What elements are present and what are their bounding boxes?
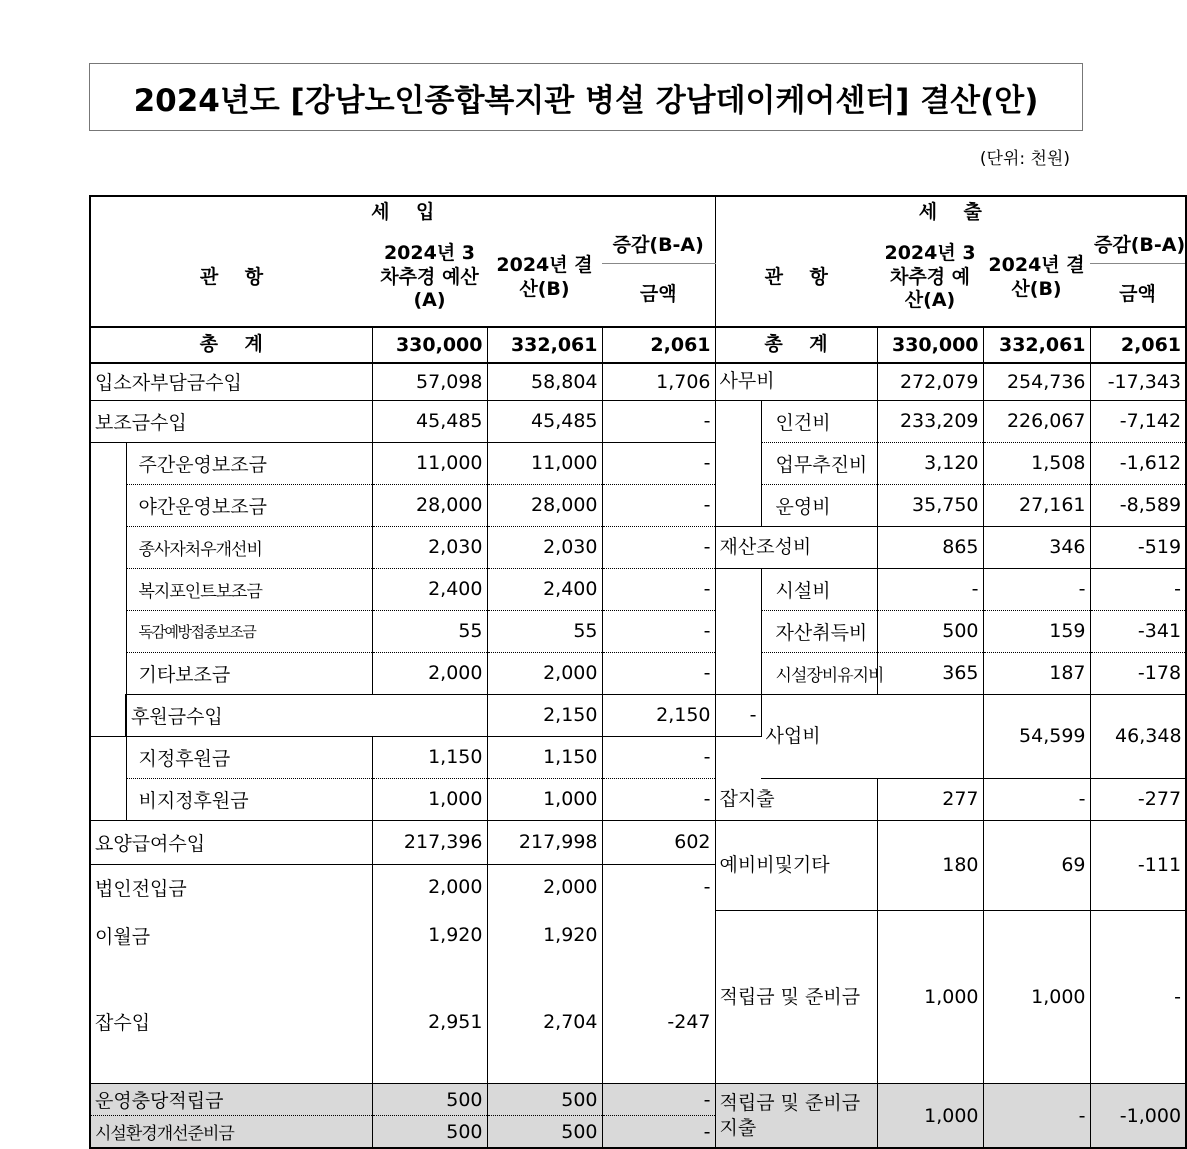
revenue-budget: 2,000 bbox=[372, 652, 487, 694]
revenue-settle: 500 bbox=[487, 1084, 602, 1116]
expense-budget: 865 bbox=[877, 526, 983, 568]
expense-subitem-label: 시설비 bbox=[761, 568, 877, 610]
revenue-settle: 500 bbox=[487, 1116, 602, 1148]
title-box bbox=[89, 63, 1083, 131]
expense-subitem-label: 업무추진비 bbox=[761, 442, 877, 484]
revenue-item-label: 운영충당적립금 bbox=[90, 1084, 372, 1116]
table-row bbox=[90, 778, 1186, 820]
revenue-item-label: 보조금수입 bbox=[90, 400, 372, 442]
total-value: 330,000 bbox=[877, 327, 983, 363]
table-row bbox=[90, 400, 1186, 442]
col-settle-header: 2024년 결산(B) bbox=[496, 253, 593, 300]
revenue-settle: 2,150 bbox=[602, 694, 715, 736]
col-item-header: 관 항 bbox=[764, 265, 828, 288]
expense-item-label: 적립금 및 준비금 지출 bbox=[715, 1084, 877, 1148]
revenue-budget: 1,000 bbox=[372, 778, 487, 820]
table-row bbox=[90, 694, 1186, 736]
revenue-budget: 500 bbox=[372, 1084, 487, 1116]
expense-diff: -178 bbox=[1090, 652, 1186, 694]
expense-item-label: 적립금 및 준비금 bbox=[715, 910, 877, 1084]
revenue-subitem-label: 비지정후원금 bbox=[126, 778, 372, 820]
revenue-subitem-label: 독감예방접종보조금 bbox=[126, 610, 372, 652]
expense-settle: - bbox=[983, 568, 1090, 610]
expense-diff: -111 bbox=[1090, 820, 1186, 910]
expense-settle: - bbox=[983, 778, 1090, 820]
expense-subitem-label: 운영비 bbox=[761, 484, 877, 526]
expense-budget: 277 bbox=[877, 778, 983, 820]
expense-budget: 35,750 bbox=[877, 484, 983, 526]
total-value: 332,061 bbox=[983, 327, 1090, 363]
expense-budget: 272,079 bbox=[877, 363, 983, 400]
expense-settle: 27,161 bbox=[983, 484, 1090, 526]
expense-item-label: 사업비 bbox=[761, 694, 983, 778]
unit-label: (단위: 천원) bbox=[979, 149, 1070, 169]
expense-budget: 1,000 bbox=[877, 910, 983, 1084]
revenue-item-label: 입소자부담금수입 bbox=[90, 363, 372, 400]
revenue-diff: - bbox=[602, 610, 715, 652]
expense-subitem-label: 자산취득비 bbox=[761, 610, 877, 652]
total-value: 330,000 bbox=[372, 327, 487, 363]
table-row bbox=[90, 568, 1186, 610]
revenue-settle: 28,000 bbox=[487, 484, 602, 526]
revenue-settle: 2,000 bbox=[487, 652, 602, 694]
expense-settle: 226,067 bbox=[983, 400, 1090, 442]
revenue-budget: 2,030 bbox=[372, 526, 487, 568]
expense-budget: 1,000 bbox=[877, 1084, 983, 1148]
expense-budget: 180 bbox=[877, 820, 983, 910]
expense-diff: -277 bbox=[1090, 778, 1186, 820]
revenue-settle: 11,000 bbox=[487, 442, 602, 484]
total-value: 2,061 bbox=[1090, 327, 1186, 363]
revenue-subitem-label: 야간운영보조금 bbox=[126, 484, 372, 526]
table-row bbox=[90, 820, 1186, 864]
expense-item-label: 사무비 bbox=[715, 363, 877, 400]
revenue-item-label: 법인전입금 bbox=[90, 864, 372, 910]
revenue-subitem-label: 주간운영보조금 bbox=[126, 442, 372, 484]
revenue-diff: - bbox=[602, 1084, 715, 1116]
revenue-settle: 2,704 bbox=[487, 960, 602, 1084]
revenue-diff: - bbox=[602, 778, 715, 820]
revenue-subitem-label: 복지포인트보조금 bbox=[126, 568, 372, 610]
indent-cell bbox=[90, 736, 126, 820]
revenue-settle: 1,150 bbox=[487, 736, 602, 778]
col-item-header: 관 항 bbox=[90, 229, 372, 327]
expense-header: 세 출 bbox=[715, 196, 1186, 229]
revenue-item-label: 이월금 bbox=[90, 910, 372, 960]
revenue-subitem-label: 기타보조금 bbox=[126, 652, 372, 694]
indent-cell bbox=[715, 400, 761, 526]
revenue-item-label: 시설환경개선준비금 bbox=[90, 1116, 372, 1148]
expense-settle: 46,348 bbox=[1090, 694, 1186, 778]
revenue-diff: 602 bbox=[602, 820, 715, 864]
budget-table bbox=[89, 195, 1187, 1149]
total-value: 332,061 bbox=[487, 327, 602, 363]
revenue-budget: 1,150 bbox=[372, 736, 487, 778]
table-row bbox=[90, 229, 1186, 263]
revenue-budget: 11,000 bbox=[372, 442, 487, 484]
expense-settle: 346 bbox=[983, 526, 1090, 568]
revenue-diff: - bbox=[602, 736, 715, 778]
expense-diff: -7,142 bbox=[1090, 400, 1186, 442]
col-budget-header: 2024년 3차추경 예산(A) bbox=[884, 241, 976, 312]
expense-diff: - bbox=[1090, 568, 1186, 610]
table-row bbox=[90, 526, 1186, 568]
table-row bbox=[90, 652, 1186, 694]
revenue-diff: - bbox=[602, 1116, 715, 1148]
table-row bbox=[90, 910, 1186, 960]
col-budget-header: 2024년 3차추경 예산(A) bbox=[380, 241, 479, 312]
revenue-settle: 2,400 bbox=[487, 568, 602, 610]
revenue-budget: 217,396 bbox=[372, 820, 487, 864]
revenue-budget: 2,000 bbox=[372, 864, 487, 910]
revenue-settle: 2,000 bbox=[487, 864, 602, 910]
expense-diff: -341 bbox=[1090, 610, 1186, 652]
expense-settle: 159 bbox=[983, 610, 1090, 652]
indent-cell bbox=[715, 568, 761, 694]
indent-cell bbox=[90, 442, 126, 736]
col-settle-header: 2024년 결산(B) bbox=[988, 253, 1085, 300]
revenue-budget: 57,098 bbox=[372, 363, 487, 400]
expense-settle: - bbox=[983, 1084, 1090, 1148]
expense-budget: 54,599 bbox=[983, 694, 1090, 778]
expense-diff: -8,589 bbox=[1090, 484, 1186, 526]
revenue-diff: 1,706 bbox=[602, 363, 715, 400]
revenue-item-label: 잡수입 bbox=[90, 960, 372, 1084]
col-diff-header: 증감(B-A) bbox=[1090, 229, 1186, 263]
expense-diff: -1,000 bbox=[1090, 1084, 1186, 1148]
expense-diff: -519 bbox=[1090, 526, 1186, 568]
table-row bbox=[90, 1084, 1186, 1116]
table-row bbox=[90, 442, 1186, 484]
table-row bbox=[90, 196, 1186, 229]
revenue-diff: - bbox=[602, 526, 715, 568]
expense-budget: - bbox=[877, 568, 983, 610]
table-row bbox=[90, 363, 1186, 400]
revenue-diff: - bbox=[602, 864, 715, 910]
revenue-diff: - bbox=[602, 442, 715, 484]
expense-settle: 1,508 bbox=[983, 442, 1090, 484]
revenue-settle: 55 bbox=[487, 610, 602, 652]
col-amount-header: 금액 bbox=[602, 263, 715, 327]
expense-budget: 500 bbox=[877, 610, 983, 652]
revenue-settle: 1,000 bbox=[487, 778, 602, 820]
revenue-diff: - bbox=[602, 568, 715, 610]
expense-diff: - bbox=[1090, 910, 1186, 1084]
col-diff-header: 증감(B-A) bbox=[602, 229, 715, 263]
revenue-budget: 45,485 bbox=[372, 400, 487, 442]
col-amount-header: 금액 bbox=[1090, 263, 1186, 327]
revenue-settle: 45,485 bbox=[487, 400, 602, 442]
expense-item-label: 재산조성비 bbox=[715, 526, 877, 568]
expense-settle: 69 bbox=[983, 820, 1090, 910]
expense-settle: 1,000 bbox=[983, 910, 1090, 1084]
expense-item-label: 예비비및기타 bbox=[715, 820, 877, 910]
revenue-budget: 2,150 bbox=[487, 694, 602, 736]
revenue-settle: 2,030 bbox=[487, 526, 602, 568]
revenue-diff: - bbox=[602, 652, 715, 694]
expense-diff: -17,343 bbox=[1090, 363, 1186, 400]
total-label: 총 계 bbox=[715, 327, 877, 363]
revenue-subitem-label: 종사자처우개선비 bbox=[126, 526, 372, 568]
expense-subitem-label: 시설장비유지비 bbox=[761, 652, 877, 694]
revenue-diff: -247 bbox=[602, 960, 715, 1084]
revenue-diff: - bbox=[715, 694, 761, 736]
revenue-budget: 28,000 bbox=[372, 484, 487, 526]
expense-budget: 365 bbox=[877, 652, 983, 694]
expense-budget: 233,209 bbox=[877, 400, 983, 442]
revenue-budget: 1,920 bbox=[372, 910, 487, 960]
revenue-subitem-label: 지정후원금 bbox=[126, 736, 372, 778]
expense-subitem-label: 인건비 bbox=[761, 400, 877, 442]
page-title: 2024년도 [강남노인종합복지관 병설 강남데이케어센터] 결산(안) bbox=[133, 82, 1039, 119]
table-row bbox=[90, 327, 1186, 363]
revenue-diff: - bbox=[602, 400, 715, 442]
expense-diff: -1,612 bbox=[1090, 442, 1186, 484]
expense-settle: 254,736 bbox=[983, 363, 1090, 400]
revenue-settle: 217,998 bbox=[487, 820, 602, 864]
revenue-header: 세 입 bbox=[90, 196, 715, 229]
table-row bbox=[90, 610, 1186, 652]
revenue-budget: 2,951 bbox=[372, 960, 487, 1084]
budget-table-wrapper bbox=[89, 195, 1186, 1145]
revenue-diff bbox=[602, 910, 715, 960]
table-row bbox=[90, 484, 1186, 526]
expense-item-label: 잡지출 bbox=[715, 778, 877, 820]
revenue-settle: 58,804 bbox=[487, 363, 602, 400]
revenue-diff: - bbox=[602, 484, 715, 526]
revenue-item-label: 후원금수입 bbox=[126, 694, 487, 736]
revenue-item-label: 요양급여수입 bbox=[90, 820, 372, 864]
expense-budget: 3,120 bbox=[877, 442, 983, 484]
total-value: 2,061 bbox=[602, 327, 715, 363]
revenue-settle: 1,920 bbox=[487, 910, 602, 960]
total-label: 총 계 bbox=[90, 327, 372, 363]
revenue-budget: 500 bbox=[372, 1116, 487, 1148]
expense-settle: 187 bbox=[983, 652, 1090, 694]
revenue-budget: 55 bbox=[372, 610, 487, 652]
revenue-budget: 2,400 bbox=[372, 568, 487, 610]
